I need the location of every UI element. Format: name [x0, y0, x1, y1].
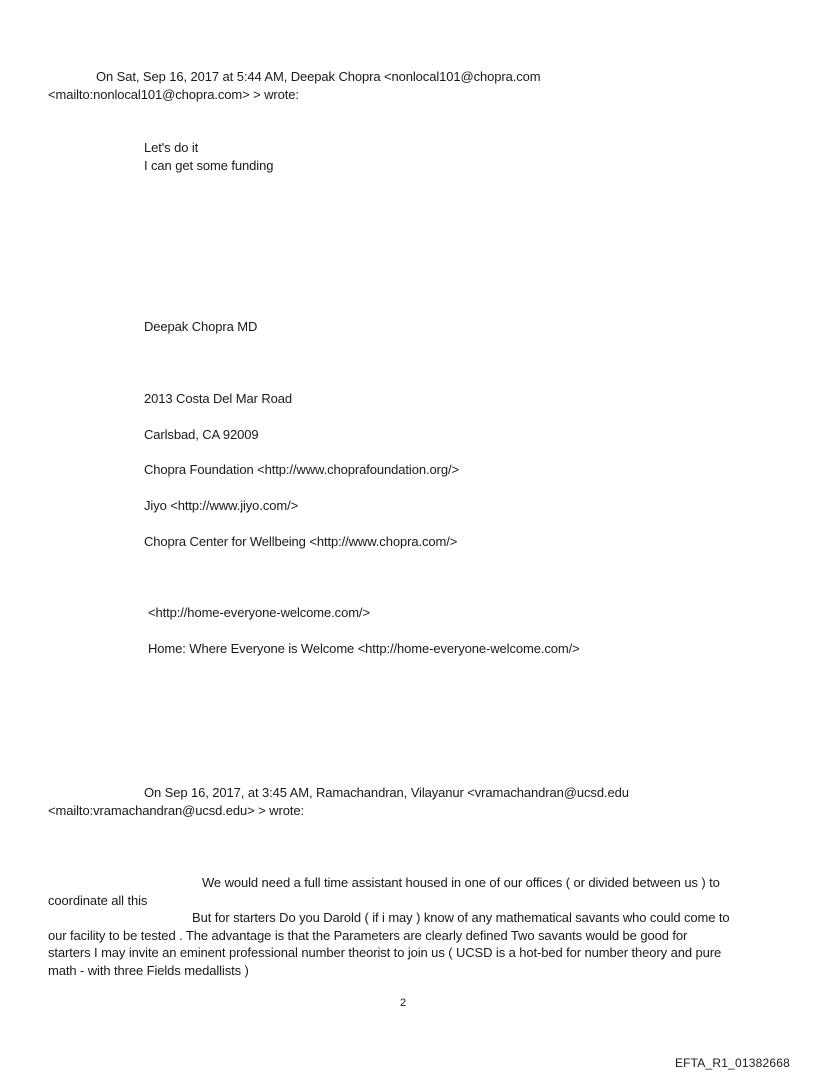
email2-header-line2: <mailto:vramachandran@ucsd.edu> > wrote: [48, 803, 304, 818]
signature-name: Deepak Chopra MD [144, 319, 258, 334]
signature-address2: Carlsbad, CA 92009 [144, 427, 259, 442]
email1-body-line2: I can get some funding [144, 158, 274, 173]
bates-number: EFTA_R1_01382668 [674, 1056, 790, 1070]
page-number: 2 [400, 997, 407, 1009]
signature-home-url: <http://home-everyone-welcome.com/> [148, 605, 370, 620]
email2-para2-line1: But for starters Do you Darold ( if i may ) know of any mathematical savants who could come to [192, 910, 730, 925]
email2-para1-line2: coordinate all this [48, 893, 148, 908]
email1-header-line2: <mailto:nonlocal101@chopra.com> > wrote: [48, 87, 299, 102]
email1-header-line1: On Sat, Sep 16, 2017 at 5:44 AM, Deepak Chopra <nonlocal101@chopra.com [96, 69, 541, 84]
email2-para2-line4: math - with three Fields medallists ) [48, 963, 249, 978]
signature-chopra-center-link: Chopra Center for Wellbeing <http://www.chopra.com/> [144, 534, 458, 549]
signature-chopra-foundation-link: Chopra Foundation <http://www.choprafoundation.org/> [144, 462, 459, 477]
email2-para1-line1: We would need a full time assistant housed in one of our offices ( or divided between us ) to [202, 875, 720, 890]
signature-jiyo-link: Jiyo <http://www.jiyo.com/> [144, 498, 299, 513]
email2-header-line1: On Sep 16, 2017, at 3:45 AM, Ramachandran, Vilayanur <vramachandran@ucsd.edu [144, 785, 629, 800]
signature-home-link: Home: Where Everyone is Welcome <http://home-everyone-welcome.com/> [148, 641, 580, 656]
signature-address1: 2013 Costa Del Mar Road [144, 391, 293, 406]
email1-body-line1: Let's do it [144, 140, 199, 155]
email2-para2-line2: our facility to be tested . The advantage is that the Parameters are clearly defined Two savants would be good for [48, 928, 688, 943]
email2-para2-line3: starters I may invite an eminent professional number theorist to join us ( UCSD is a hot-bed for number theory and pure [48, 945, 722, 960]
